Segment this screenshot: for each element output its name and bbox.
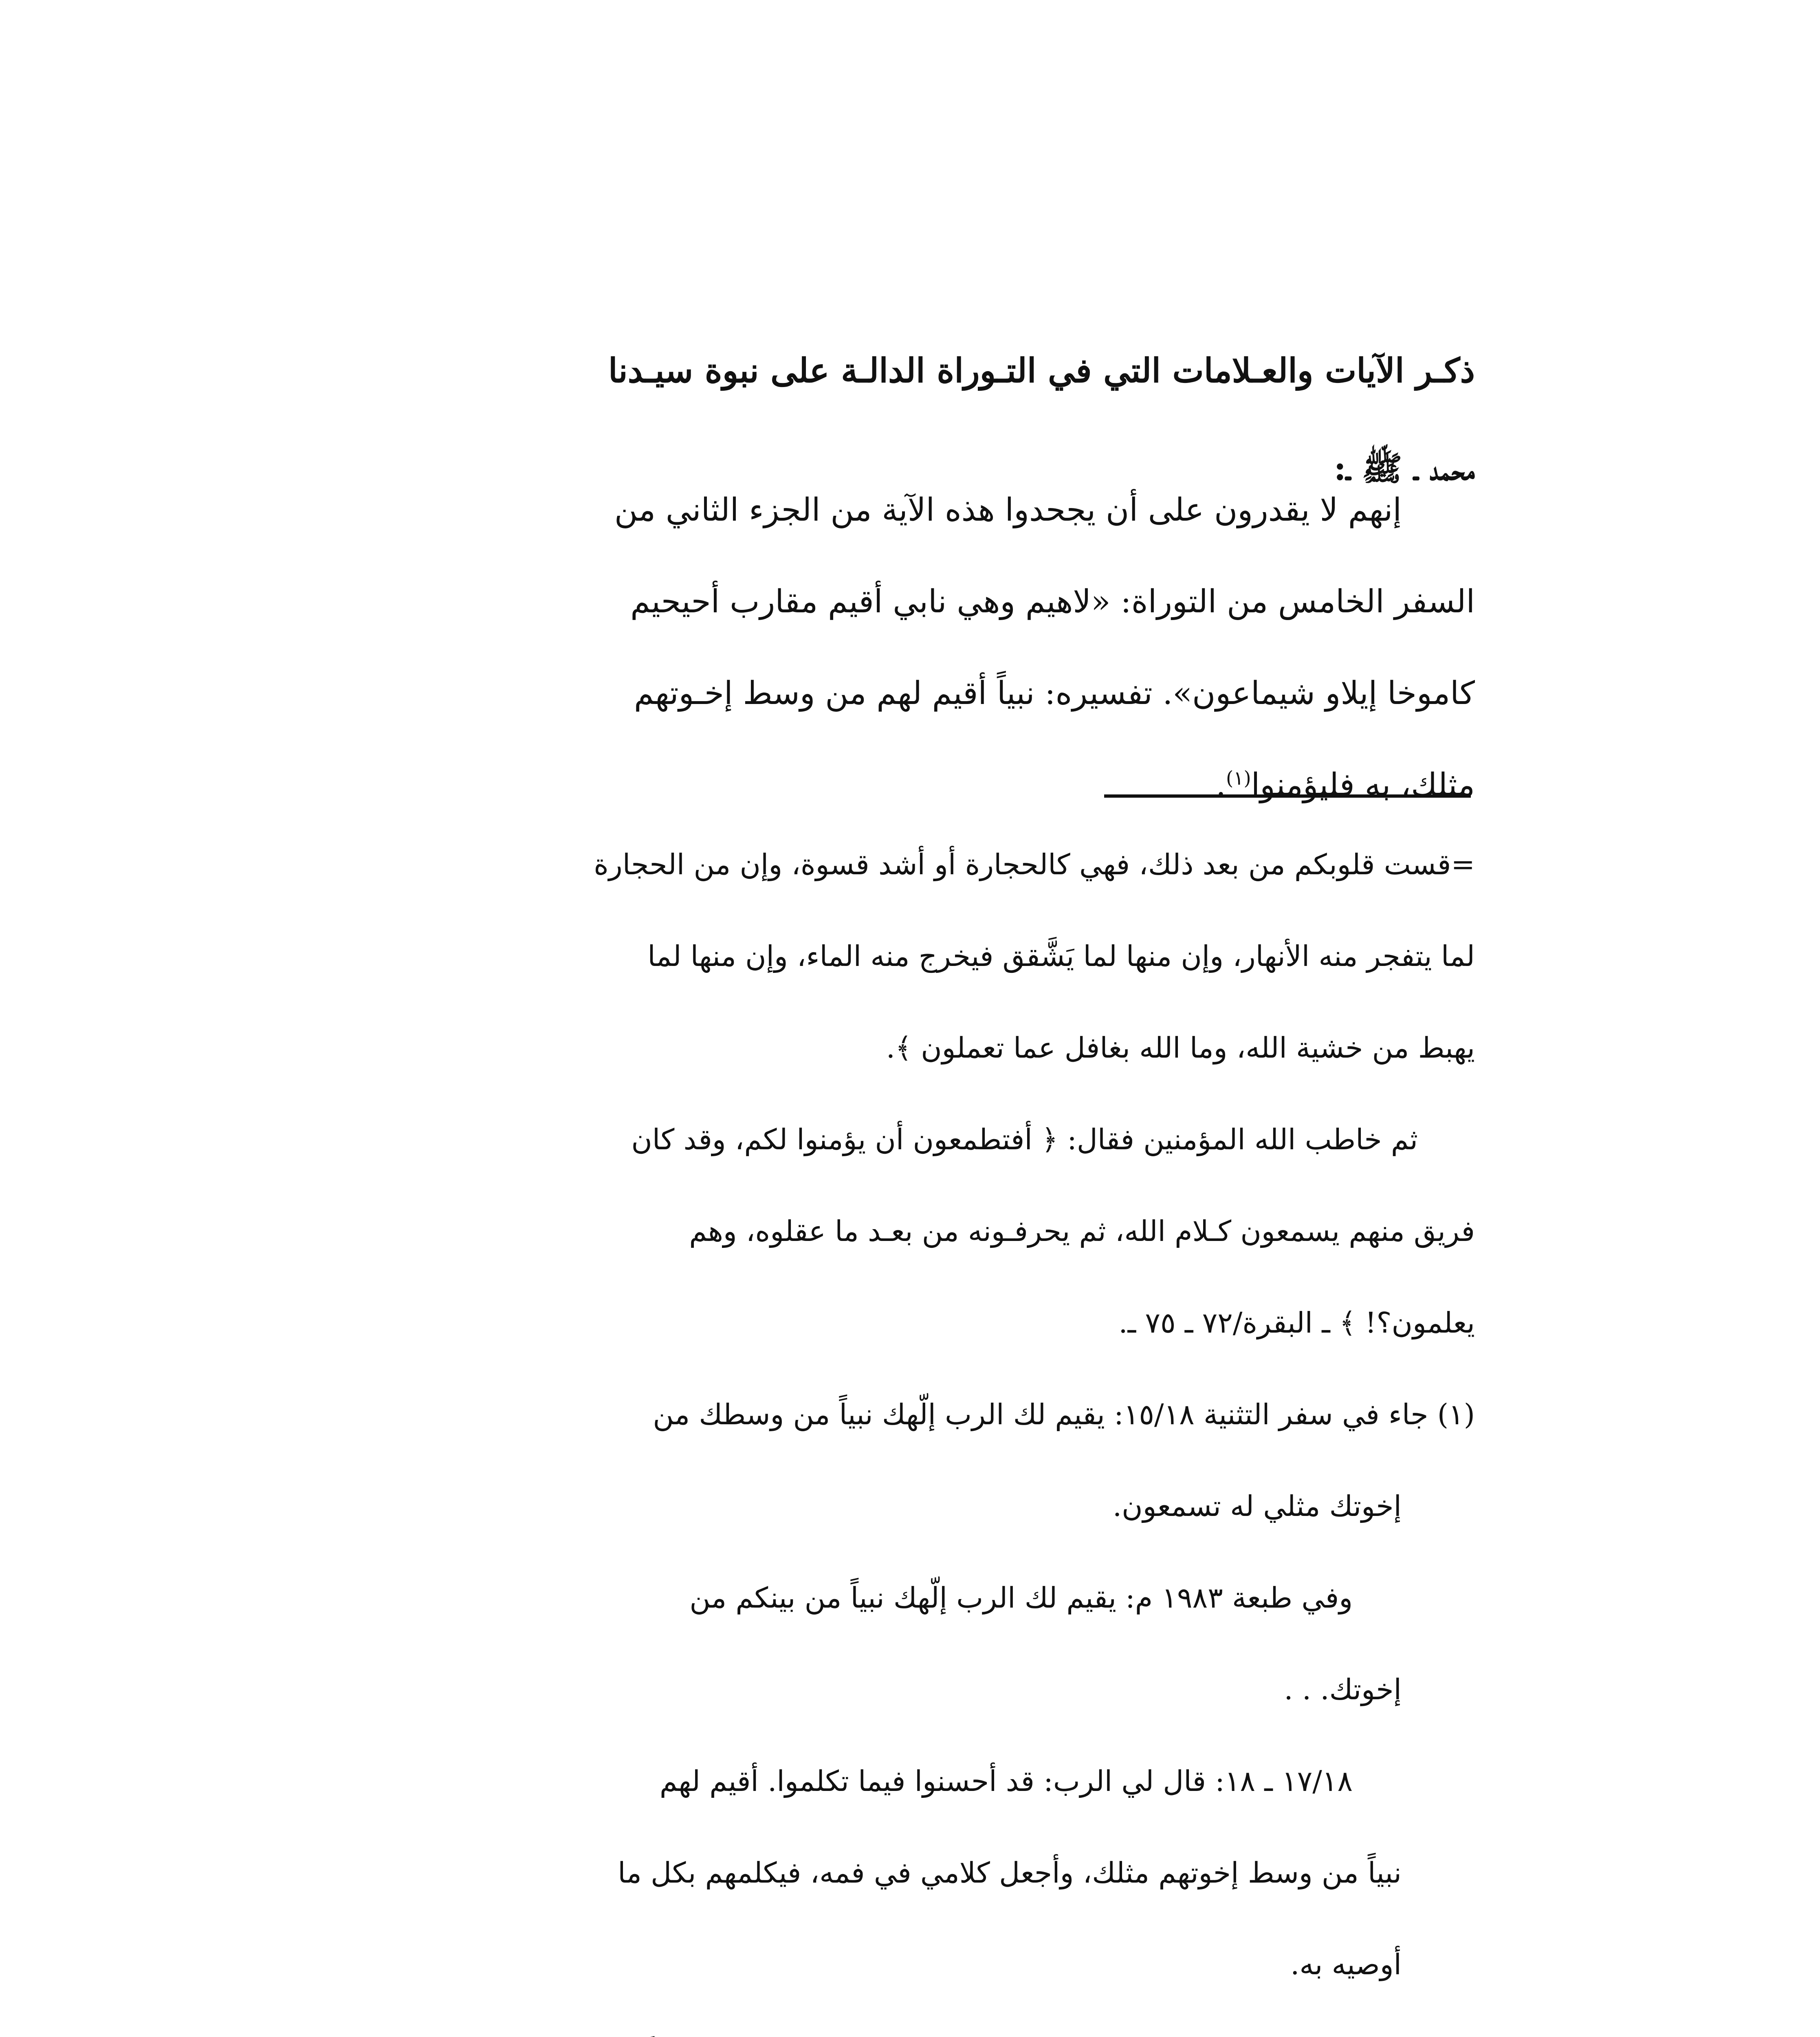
footnote-line: فريق منهم يسمعون كـلام الله، ثم يحرفـونه من بعـد ما عقلوه، وهم	[689, 1214, 1475, 1248]
footnote-line: يهبط من خشية الله، وما الله بغافل عما تعملون ﴾.	[886, 1031, 1475, 1065]
footnote-line: إخوتك مثلي له تسمعون.	[1112, 1489, 1402, 1523]
footnote-line: وفي طبعة ١٩٨٣ م: يقيم لك الرب إلّهك نبياً من بينكم من	[689, 1581, 1353, 1615]
footnote-paragraph-5	[310, 1736, 1475, 2011]
main-line-2: السفر الخامس من التوراة: «لاهيم وهي نابي أقيم مقارب أحيحيم	[630, 583, 1475, 620]
footnote-line: ثم خاطب الله المؤمنين فقال: ﴿ أفتطمعون أن يؤمنوا لكم، وقد كان	[631, 1123, 1418, 1156]
footnote-line	[310, 2011, 1475, 2037]
footnote-paragraph-2	[310, 1094, 1475, 1369]
footnote-line: ١٧/١٨ ـ ١٨: قال لي الرب: قد أحسنوا فيما تكلموا. أقيم لهم	[659, 1764, 1353, 1798]
main-line-4-text: مثلك، به فليؤمنوا	[1251, 767, 1475, 803]
footnote-line: =قست قلوبكم من بعد ذلك، فهي كالحجارة أو أشد قسوة، وإن من الحجارة	[594, 848, 1475, 881]
footnote-continued	[310, 819, 1475, 1094]
footnote-paragraph-6	[310, 2011, 1475, 2037]
main-line-3: كاموخا إيلاو شيماعون». تفسيره: نبياً أقيم لهم من وسط إخـوتهم	[634, 675, 1475, 712]
footnote-line: نبياً من وسط إخوتهم مثلك، وأجعل كلامي في فمه، فيكلمهم بكل ما	[618, 1856, 1402, 1890]
footnote-reference: (١)	[1226, 768, 1251, 790]
footnote-line: (١) جاء في سفر التثنية ١٥/١٨: يقيم لك الرب إلّهك نبياً من وسطك من	[653, 1398, 1475, 1431]
footnote-line: أوصيه به.	[1290, 1948, 1402, 1981]
heading-line-2: محمد ـ ﷺ ـ:	[1334, 449, 1475, 488]
footnote-line: يعلمون؟! ﴾ ـ البقرة/٧٢ ـ ٧٥ ـ.	[1118, 1306, 1475, 1340]
main-line-4-end: .	[1216, 767, 1226, 803]
footnotes-section	[310, 819, 1475, 2037]
footnote-line: إخوتك. . .	[1284, 1673, 1402, 1706]
main-paragraph	[310, 464, 1475, 831]
footnote-paragraph-4	[310, 1552, 1475, 1736]
main-line-4	[310, 739, 1475, 831]
footnote-separator	[1104, 794, 1471, 798]
main-line-1: إنهم لا يقدرون على أن يجحدوا هذه الآية من الجزء الثاني من	[614, 492, 1402, 528]
heading-line-1: ذكـر الآيات والعـلامات التي في التـوراة الدالـة على نبوة سيـدنا	[608, 351, 1475, 390]
footnote-1	[310, 1369, 1475, 1552]
footnote-line: لما يتفجر منه الأنهار، وإن منها لما يَشَّقق فيخرج منه الماء، وإن منها لما	[647, 939, 1475, 973]
